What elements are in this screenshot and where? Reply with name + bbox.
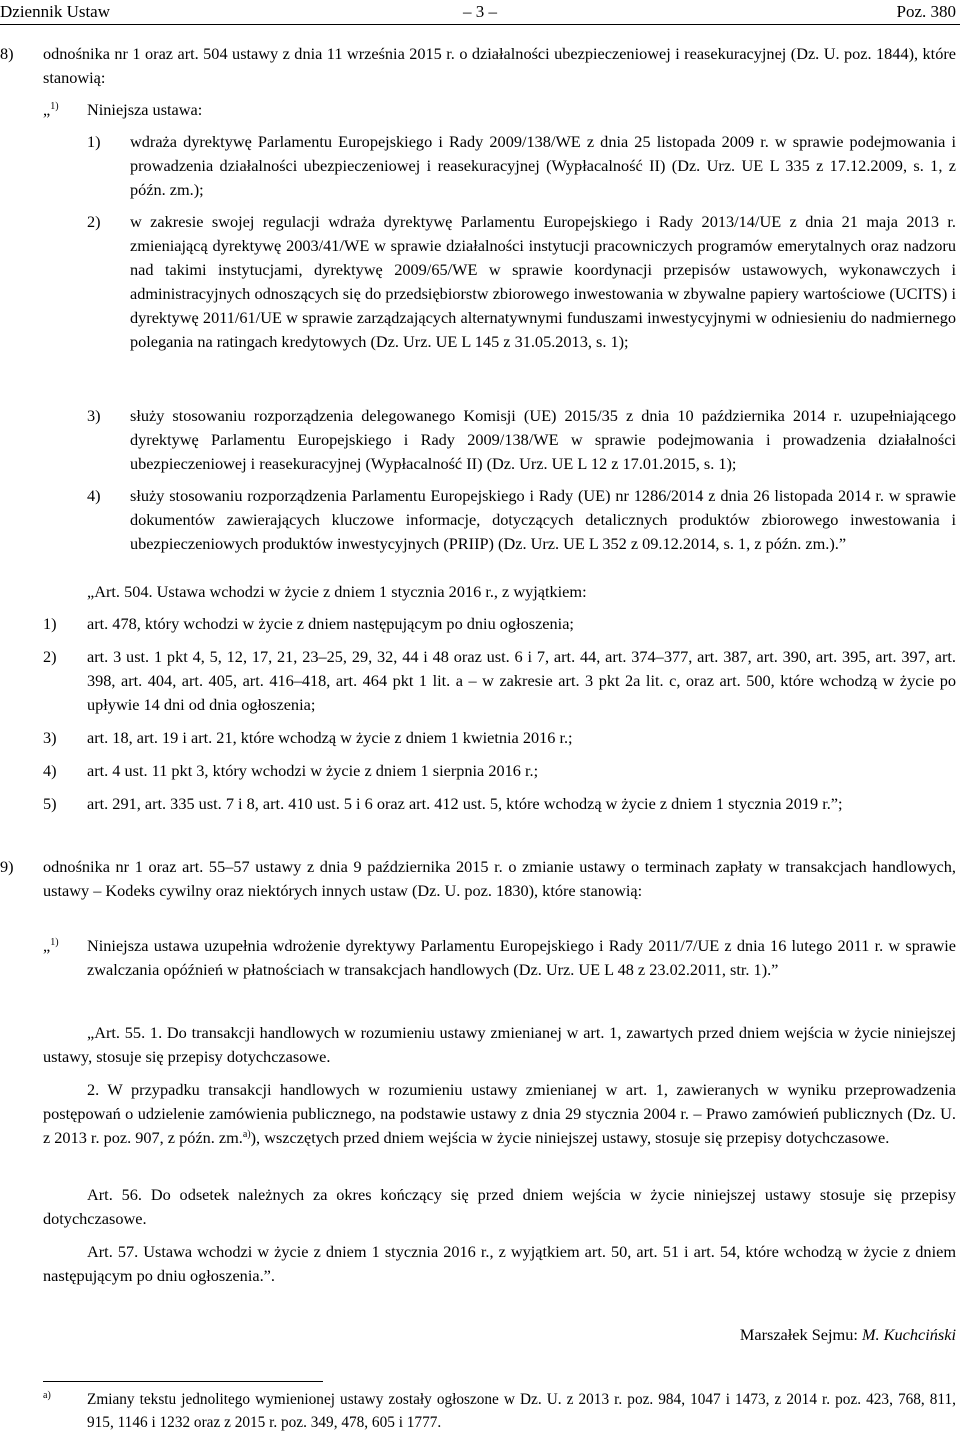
art-504-point-number: 4) xyxy=(43,761,57,780)
art-504-point-text: art. 478, który wchodzi w życie z dniem następującym po dniu ogłoszenia; xyxy=(87,614,574,633)
point-number: 1) xyxy=(87,132,101,151)
art-55-1: „Art. 55. 1. Do transakcji handlowych w rozumieniu ustawy zmienianej w art. 1, zawartych przed dniem wejścia w życie niniejszej ustawy, stosuje się przepisy dotychczasowe. xyxy=(43,1023,956,1066)
art-55-2 xyxy=(43,1078,956,1150)
point-text: służy stosowaniu rozporządzenia delegowanego Komisji (UE) 2015/35 z dnia 10 października 2014 r. uzupełniającego dyrektywę Parlamentu Europejskiego i Rady 2009/138/WE w sprawie podejmowania i prowadzenia działalności ubezpieczeniowej i reasekuracyjnej (Wypłacalność II) (Dz. Urz. UE L 12 z 17.01.2015, s. 1); xyxy=(130,406,956,473)
art-55-2-text-b: ), wszczętych przed dniem wejścia w życie niniejszej ustawy, stosuje się przepisy dotychczasowe. xyxy=(250,1128,890,1147)
art-57: Art. 57. Ustawa wchodzi w życie z dniem 1 stycznia 2016 r., z wyjątkiem art. 50, art. 51 i art. 54, które wchodzą w życie z dniem następującym po dniu ogłoszenia.”. xyxy=(43,1242,956,1285)
item-8-number: 8) xyxy=(0,44,14,63)
point-number: 4) xyxy=(87,486,101,505)
footnote-mark: a) xyxy=(43,1390,51,1401)
art-504-point-number: 2) xyxy=(43,647,57,666)
footnote-label xyxy=(43,1388,51,1411)
signature-name: M. Kuchciński xyxy=(861,1325,956,1344)
footnote-separator xyxy=(43,1381,323,1382)
art-504-point-text: art. 4 ust. 11 pkt 3, który wchodzi w życie z dniem 1 sierpnia 2016 r.; xyxy=(87,761,539,780)
item-9-footnote-text: Niniejsza ustawa uzupełnia wdrożenie dyrektywy Parlamentu Europejskiego i Rady 2011/7/UE z dnia 16 lutego 2011 r. w sprawie zwalczania opóźnień w płatnościach w transakcjach handlowych (Dz. Urz. UE L 48 z 23.02.2011, str. 1).” xyxy=(87,936,956,979)
footnote-mark: 1) xyxy=(50,937,59,948)
item-9-number: 9) xyxy=(0,857,14,876)
art-504-point-number: 5) xyxy=(43,794,57,813)
page-header xyxy=(0,0,960,24)
item-9-quote-open xyxy=(43,934,59,958)
footnote-text: Zmiany tekstu jednolitego wymienionej ustawy zostały ogłoszone w Dz. U. z 2013 r. poz. 984, 1047 i 1473, z 2014 r. poz. 423, 768, 811, 915, 1146 i 1232 oraz z 2015 r. poz. 349, 478, 605 i 1777. xyxy=(87,1391,956,1431)
statute-head: Niniejsza ustawa: xyxy=(87,100,203,119)
footnote-ref-a: a) xyxy=(242,1129,251,1140)
art-504-intro: „Art. 504. Ustawa wchodzi w życie z dniem 1 stycznia 2016 r., z wyjątkiem: xyxy=(87,582,587,601)
art-504-point-text: art. 18, art. 19 i art. 21, które wchodzą w życie z dniem 1 kwietnia 2016 r.; xyxy=(87,728,573,747)
item-8-quote-open xyxy=(43,98,59,122)
quote-mark: „ xyxy=(43,936,51,955)
art-504-point-text: art. 291, art. 335 ust. 7 i 8, art. 410 ust. 5 i 6 oraz art. 412 ust. 5, które wchodzą w życie z dniem 1 stycznia 2019 r.”; xyxy=(87,794,843,813)
signature-role: Marszałek Sejmu: xyxy=(739,1325,862,1344)
point-text: służy stosowaniu rozporządzenia Parlamentu Europejskiego i Rady (UE) nr 1286/2014 z dnia 26 listopada 2014 r. w sprawie dokumentów zawierających kluczowe informacje, dotyczących detalicznych produktów zbiorowego inwestowania i ubezpieczeniowych produktów inwestycyjnych (PRIIP) (Dz. Urz. UE L 352 z 09.12.2014, s. 1, z późn. zm.).” xyxy=(130,486,956,553)
position-number: Poz. 380 xyxy=(896,2,956,21)
footnote-mark: 1) xyxy=(50,101,59,112)
quote-mark: „ xyxy=(43,100,51,119)
page-number: – 3 – xyxy=(463,2,497,21)
art-55-2-text-a: 2. W przypadku transakcji handlowych w rozumieniu ustawy zmienianej w art. 1, zawieranych w wyniku przeprowadzenia postępowań o udzielenie zamówienia publicznego, na podstawie ustawy z dnia 29 stycznia 2004 r. – Prawo zamówień publicznych (Dz. U. z 2013 r. poz. 907, z późn. zm. xyxy=(43,1080,956,1147)
point-number: 3) xyxy=(87,406,101,425)
point-text: w zakresie swojej regulacji wdraża dyrektywę Parlamentu Europejskiego i Rady 2013/14/UE z dnia 21 maja 2013 r. zmieniającą dyrektywę 2003/41/WE w sprawie działalności instytucji pracowniczych programów emerytalnych oraz nadzoru nad takimi instytucjami, dyrektywę 2009/65/WE w sprawie koordynacji przepisów ustawowych, wykonawczych i administracyjnych odnoszących się do przedsiębiorstw zbiorowego inwestowania w zbywalne papiery wartościowe (UCITS) i dyrektywę 2011/61/UE w sprawie zarządzających alternatywnymi funduszami inwestycyjnymi w odniesieniu do nadmiernego polegania na ratingach kredytowych (Dz. Urz. UE L 145 z 31.05.2013, s. 1); xyxy=(130,212,956,351)
art-504-point-text: art. 3 ust. 1 pkt 4, 5, 12, 17, 21, 23–25, 29, 32, 44 i 48 oraz ust. 6 i 7, art. 44, art. 374–377, art. 387, art. 390, art. 395, art. 397, art. 398, art. 404, art. 405, art. 416–418, art. 464 pkt 1 lit. a – w zakresie art. 3 pkt 2a lit. c, oraz art. 500, które wchodzą w życie po upływie 14 dni od dnia ogłoszenia; xyxy=(87,647,956,714)
header-rule xyxy=(0,24,960,25)
item-9-intro: odnośnika nr 1 oraz art. 55–57 ustawy z dnia 9 października 2015 r. o zmianie ustawy o terminach zapłaty w transakcjach handlowych, ustawy – Kodeks cywilny oraz niektórych innych ustaw (Dz. U. poz. 1830), które stanowią: xyxy=(43,857,956,900)
item-8-intro: odnośnika nr 1 oraz art. 504 ustawy z dnia 11 września 2015 r. o działalności ubezpieczeniowej i reasekuracyjnej (Dz. U. poz. 1844), które stanowią: xyxy=(43,44,956,87)
signature xyxy=(560,1323,956,1347)
journal-title: Dziennik Ustaw xyxy=(0,2,111,21)
point-text: wdraża dyrektywę Parlamentu Europejskiego i Rady 2009/138/WE z dnia 25 listopada 2009 r. w sprawie podejmowania i prowadzenia działalności ubezpieczeniowej i reasekuracyjnej (Wypłacalność II) (Dz. Urz. UE L 335 z 17.12.2009, s. 1, z późn. zm.); xyxy=(130,132,956,199)
point-number: 2) xyxy=(87,212,101,231)
art-56: Art. 56. Do odsetek należnych za okres kończący się przed dniem wejścia w życie niniejszej ustawy stosuje się przepisy dotychczasowe. xyxy=(43,1185,956,1228)
art-504-point-number: 1) xyxy=(43,614,57,633)
art-504-point-number: 3) xyxy=(43,728,57,747)
